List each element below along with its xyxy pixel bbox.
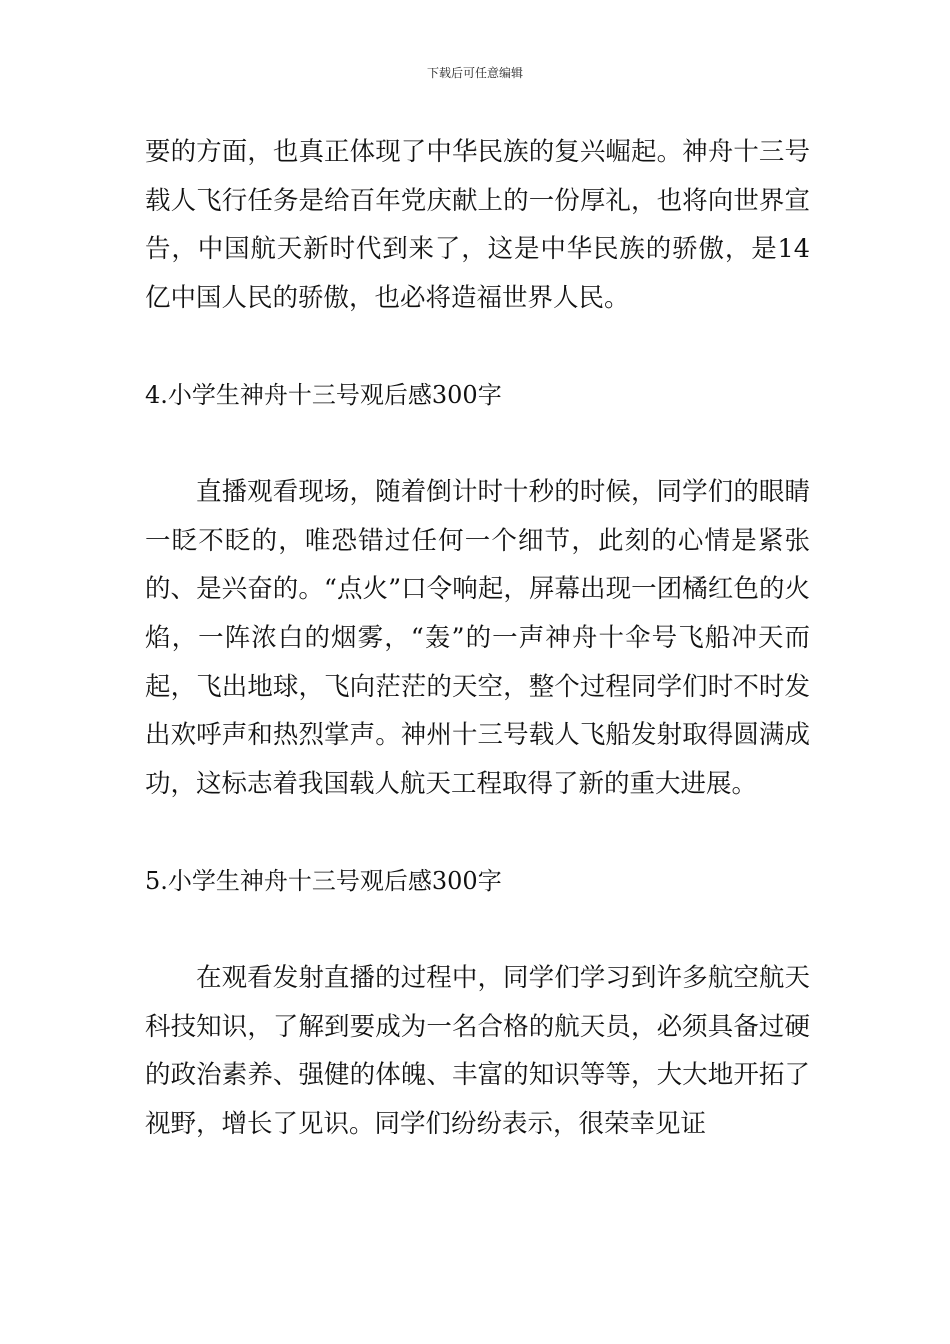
paragraph-section-5: 在观看发射直播的过程中，同学们学习到许多航空航天科技知识，了解到要成为一名合格的航天员，必须具备过硬的政治素养、强健的体魄、丰富的知识等等，大大地开拓了视野，增长了见识。同学们纷纷表示，很荣幸见证 bbox=[145, 963, 810, 1139]
spacer bbox=[145, 906, 810, 955]
spacer bbox=[145, 808, 810, 857]
paragraph-section-4: 直播观看现场，随着倒计时十秒的时候，同学们的眼睛一眨不眨的，唯恐错过任何一个细节，此刻的心情是紧张的、是兴奋的。“点火”口令响起，屏幕出现一团橘红色的火焰，一阵浓白的烟雾，“轰”的一声神舟十伞号飞船冲天而起，飞出地球，飞向茫茫的天空，整个过程同学们时不时发出欢呼声和热烈掌声。神州十三号载人飞船发射取得圆满成功，这标志着我国载人航天工程取得了新的重大进展。 bbox=[145, 477, 810, 799]
spacer bbox=[145, 420, 810, 469]
section-heading-5: 5.小学生神舟十三号观后感300字 bbox=[145, 866, 502, 895]
section-heading-4: 4.小学生神舟十三号观后感300字 bbox=[145, 380, 502, 409]
spacer bbox=[145, 322, 810, 371]
document-body bbox=[145, 128, 810, 1148]
paragraph-continuation: 要的方面，也真正体现了中华民族的复兴崛起。神舟十三号载人飞行任务是给百年党庆献上的一份厚礼，也将向世界宣告，中国航天新时代到来了，这是中华民族的骄傲，是14亿中国人民的骄傲，也必将造福世界人民。 bbox=[145, 137, 810, 313]
page-header: 下载后可任意编辑 bbox=[426, 66, 523, 80]
